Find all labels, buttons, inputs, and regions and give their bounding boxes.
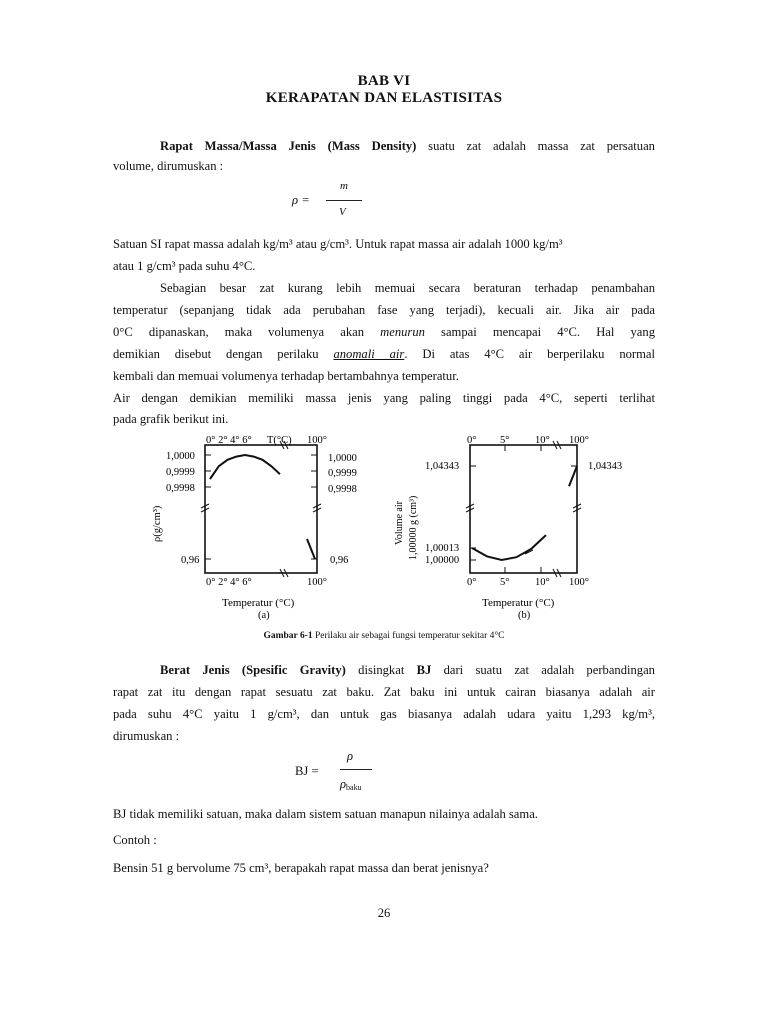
chart-a-density-segment-100 [307,539,315,559]
chart-a-top-ticks: 0° 2° 4° 6° [206,435,252,446]
para2-line4: demikian disebut dengan perilaku anomali air. Di atas 4°C air berperilaku normal [113,347,655,361]
chart-b-ylabel-2: 1,00000 g (cm³) [408,495,419,560]
units-line1: Satuan SI rapat massa adalah kg/m³ atau g/cm³. Untuk rapat massa air adalah 1000 kg/m³ [113,237,563,251]
formula-density-numerator: m [340,180,348,192]
formula-bj-fraction-bar [340,769,372,770]
chart-a-ticks [205,455,317,559]
chart-b-top-tick-0: 0° [467,435,477,446]
para2-line2: temperatur (sepanjang tidak ada perubahan fase yang terjadi), kecuali air. Jika air pada [113,303,655,317]
chart-a-xlabel: Temperatur (°C) [222,597,295,609]
chart-a-ytick-right-3: 0,9998 [328,484,357,495]
chart-b-bottom-tick-5: 5° [500,577,510,588]
chart-b-ytick-left-1: 1,04343 [425,461,460,472]
chart-a-top-T: T(°C) [267,435,292,446]
chart-b-ytick-right-1: 1,04343 [588,461,623,472]
chart-b-top-tick-5: 5° [500,435,510,446]
chart-b-sublabel: (b) [518,610,531,621]
term-anomali-air: anomali air [333,347,405,361]
page-number: 26 [377,906,391,920]
units-line2: atau 1 g/cm³ pada suhu 4°C. [113,259,256,273]
example-label: Contoh : [113,833,157,847]
chart-b-bottom-tick-0: 0° [467,577,477,588]
chart-b-ytick-left-2: 1,00013 [425,543,460,554]
para1-line2: volume, dirumuskan : [113,159,224,173]
chart-a-ytick-left-1: 1,0000 [166,451,195,462]
chart-a-top-100: 100° [307,435,327,446]
formula-density-denominator: V [339,206,346,218]
chapter-number: BAB VI [357,73,411,89]
para2-line3: 0°C dipanaskan, maka volumenya akan menurun sampai mencapai 4°C. Hal yang [113,325,655,339]
example-question: Bensin 51 g bervolume 75 cm³, berapakah rapat massa dan berat jenisnya? [113,861,489,875]
chart-a-sublabel: (a) [258,610,270,621]
chart-b-ytick-left-3: 1,00000 [425,555,460,566]
chart-a-ytick-left-3: 0,9998 [166,483,195,494]
chart-b-volume-curve [472,535,546,560]
para2-line5: kembali dan memuai volumenya terhadap bertambahnya temperatur. [113,369,459,383]
formula-bj-lhs: BJ = [295,764,319,778]
chart-a-bottom-ticks: 0° 2° 4° 6° [206,577,252,588]
chart-b-top-tick-10: 10° [535,435,550,446]
chart-a-breaks [201,441,321,577]
chart-a-ytick-left-4: 0,96 [181,555,200,566]
chart-b [394,435,622,621]
chart-a-ytick-right-2: 0,9999 [328,468,357,479]
term-specific-gravity: Berat Jenis (Spesific Gravity) [160,663,346,677]
para2-line7: pada grafik berikut ini. [113,412,229,426]
chart-b-bottom-tick-10: 10° [535,577,550,588]
para4: BJ tidak memiliki satuan, maka dalam sistem satuan manapun nilainya adalah sama. [113,807,538,821]
para2-line1: Sebagian besar zat kurang lebih memuai secara beraturan terhadap penambahan [160,281,655,295]
chart-b-xlabel: Temperatur (°C) [482,597,555,609]
para3-line3: pada suhu 4°C yaitu 1 g/cm³, dan untuk gas biasanya adalah udara yaitu 1,293 kg/m³, [113,707,655,721]
figure-caption: Gambar 6-1 Perilaku air sebagai fungsi temperatur sekitar 4°C [263,631,505,641]
formula-bj-numerator: ρ [347,749,354,763]
chart-b-volume-segment-100 [569,466,577,486]
para3-line4: dirumuskan : [113,729,180,743]
chart-a [152,435,357,621]
para3-line2: rapat zat itu dengan rapat sesuatu zat baku. Zat baku ini untuk cairan biasanya adalah air [113,685,655,699]
chart-a-density-curve [210,455,280,479]
chapter-title: KERAPATAN DAN ELASTISITAS [265,90,503,106]
para3-line1: Berat Jenis (Spesific Gravity) disingkat BJ dari suatu zat adalah perbandingan [160,663,655,677]
chart-a-ytick-right-4: 0,96 [330,555,349,566]
chart-a-ytick-right-1: 1,0000 [328,453,357,464]
formula-density-lhs: ρ = [292,193,310,207]
para1-line1: Rapat Massa/Massa Jenis (Mass Density) suatu zat adalah massa zat persatuan [160,139,655,153]
term-mass-density: Rapat Massa/Massa Jenis (Mass Density) [160,139,417,153]
formula-density-fraction-bar [326,200,362,201]
formula-bj-denominator: ρbaku [340,777,362,792]
chart-a-ylabel: ρ(g/cm³) [152,505,163,542]
chart-b-ylabel-1: Volume air [394,501,405,545]
chart-a-bottom-100: 100° [307,577,327,588]
word-menurun: menurun [380,325,425,339]
chart-b-bottom-tick-100: 100° [569,577,589,588]
chart-b-top-tick-100: 100° [569,435,589,446]
para2-line6: Air dengan demikian memiliki massa jenis yang paling tinggi pada 4°C, seperti terlihat [113,391,655,405]
chart-b-breaks [466,441,581,577]
chart-a-ytick-left-2: 0,9999 [166,467,195,478]
figure-6-1 [0,430,768,630]
